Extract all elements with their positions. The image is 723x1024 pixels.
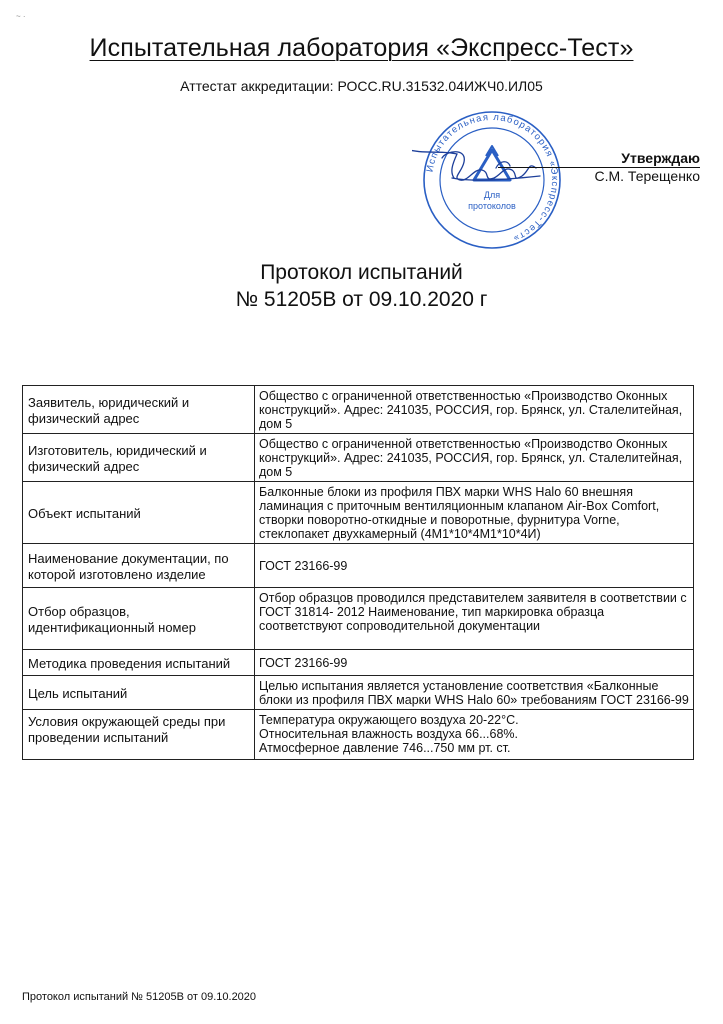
table-row [23, 710, 694, 760]
table-row [23, 386, 694, 434]
accreditation-line: Аттестат аккредитации: РОСС.RU.31532.04ИЖЧ0.ИЛ05 [180, 78, 543, 94]
row-value: ГОСТ 23166-99 [255, 650, 694, 676]
row-label: Заявитель, юридический и физический адрес [23, 386, 255, 434]
row-value: Целью испытания является установление соответствия «Балконные блоки из профиля ПВХ марки WHS Halo 60» требованиям ГОСТ 23166-99 [255, 676, 694, 710]
row-label: Наименование документации, по которой изготовлено изделие [23, 544, 255, 588]
condition-line: Температура окружающего воздуха 20-22°С. [259, 713, 519, 727]
protocol-heading [0, 259, 723, 313]
row-value: Общество с ограниченной ответственностью «Производство Оконных конструкций». Адрес: 241035, РОССИЯ, гор. Брянск, ул. Сталелитейная, дом 5 [255, 434, 694, 482]
table-row [23, 676, 694, 710]
scan-mark: ~ · [16, 12, 26, 21]
row-value: ГОСТ 23166-99 [255, 544, 694, 588]
stamp-ring-text: Испытательная лаборатория «Экспресс-Тест» [424, 111, 561, 245]
protocol-info-table [22, 385, 694, 760]
row-label: Методика проведения испытаний [23, 650, 255, 676]
row-value: Балконные блоки из профиля ПВХ марки WHS Halo 60 внешняя ламинация с приточным вентиляционным клапаном Air-Box Comfort, створки поворотно-откидные и поворотные, фурнитура Vorne, стеклопакет двухкамерный (4М1*10*4М1*10*4И) [255, 482, 694, 544]
page-footer: Протокол испытаний № 51205В от 09.10.2020 [22, 991, 257, 1003]
row-label: Изготовитель, юридический и физический адрес [23, 434, 255, 482]
protocol-title: Протокол испытаний [260, 261, 463, 284]
approval-name [498, 167, 700, 185]
approval-block [560, 150, 700, 185]
protocol-number-date: № 51205В от 09.10.2020 г [235, 288, 488, 311]
table-row [23, 544, 694, 588]
stamp-center-line2: протоколов [468, 201, 516, 211]
row-label: Цель испытаний [23, 676, 255, 710]
row-label: Отбор образцов, идентификационный номер [23, 588, 255, 650]
condition-line: Относительная влажность воздуха 66...68%. [259, 727, 518, 741]
row-value [255, 710, 694, 760]
table-row [23, 482, 694, 544]
table-row [23, 650, 694, 676]
approval-name-text: С.М. Терещенко [594, 168, 700, 184]
row-value: Отбор образцов проводился представителем заявителя в соответствии с ГОСТ 31814- 2012 Наименование, тип маркировка образца соответствуют сопроводительной документации [255, 588, 694, 650]
condition-line: Атмосферное давление 746...750 мм рт. ст. [259, 741, 511, 755]
approval-heading: Утверждаю [621, 150, 700, 166]
row-label: Объект испытаний [23, 482, 255, 544]
row-value: Общество с ограниченной ответственностью «Производство Оконных конструкций». Адрес: 241035, РОССИЯ, гор. Брянск, ул. Сталелитейная, дом 5 [255, 386, 694, 434]
table-row [23, 588, 694, 650]
row-label: Условия окружающей среды при проведении испытаний [23, 710, 255, 760]
lab-title: Испытательная лаборатория «Экспресс-Тест» [89, 34, 634, 62]
table-row [23, 434, 694, 482]
stamp-center-line1: Для [483, 190, 501, 200]
